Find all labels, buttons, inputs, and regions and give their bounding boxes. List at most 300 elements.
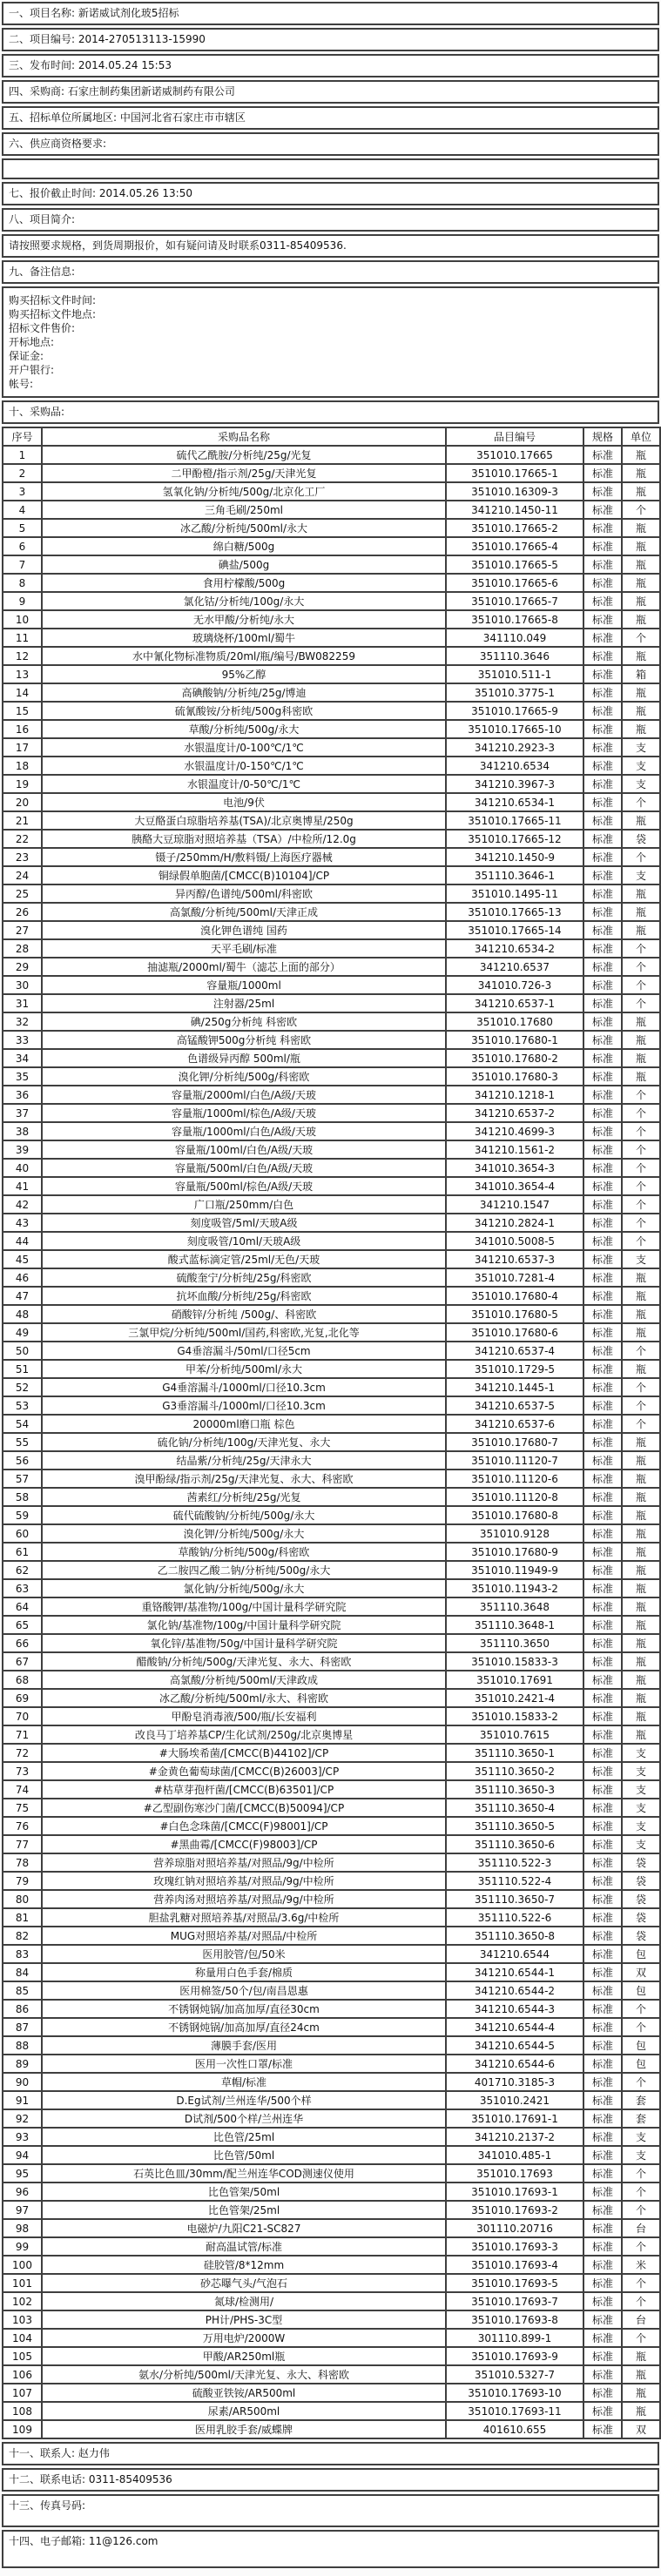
item-unit: 个 (622, 2329, 660, 2347)
item-unit: 个 (622, 2073, 660, 2091)
item-code: 341010.3654-4 (446, 1177, 583, 1195)
table-row (3, 1049, 660, 1067)
item-spec: 标准 (583, 1086, 622, 1104)
table-row (3, 1616, 660, 1634)
item-unit: 支 (622, 1762, 660, 1780)
item-index: 71 (3, 1725, 42, 1744)
item-spec: 标准 (583, 2000, 622, 2018)
item-index: 47 (3, 1287, 42, 1305)
item-code: 351110.3648-1 (446, 1616, 583, 1634)
item-index: 66 (3, 1634, 42, 1652)
table-row (3, 1543, 660, 1561)
item-unit: 个 (622, 2164, 660, 2183)
table-row (3, 1268, 660, 1287)
item-code: 351010.17693 (446, 2164, 583, 2183)
item-name: 硫代乙酰胺/分析纯/25g/光复 (42, 446, 446, 464)
item-code: 351010.17665-13 (446, 903, 583, 921)
item-code: 351110.3648 (446, 1597, 583, 1616)
item-unit: 个 (622, 1195, 660, 1214)
item-spec: 标准 (583, 1908, 622, 1927)
item-unit: 箱 (622, 665, 660, 683)
item-code: 341210.6537-4 (446, 1342, 583, 1360)
table-row (3, 1396, 660, 1415)
table-row (3, 738, 660, 757)
item-name: 高碘酸钠/分析纯/25g/博迪 (42, 683, 446, 702)
item-spec: 标准 (583, 1543, 622, 1561)
column-header: 品目编号 (446, 427, 583, 446)
item-spec: 标准 (583, 1287, 622, 1305)
table-row (3, 1122, 660, 1140)
item-index: 107 (3, 2384, 42, 2402)
item-spec: 标准 (583, 2183, 622, 2201)
item-unit: 个 (622, 2201, 660, 2219)
item-spec: 标准 (583, 2164, 622, 2183)
item-index: 76 (3, 1817, 42, 1835)
item-code: 341210.6534-1 (446, 793, 583, 811)
item-index: 5 (3, 519, 42, 537)
item-unit: 瓶 (622, 1488, 660, 1506)
table-row (3, 2219, 660, 2237)
item-unit: 瓶 (622, 1616, 660, 1634)
table-row (3, 2000, 660, 2018)
item-spec: 标准 (583, 1872, 622, 1890)
table-row (3, 665, 660, 683)
item-index: 99 (3, 2237, 42, 2256)
item-spec: 标准 (583, 1817, 622, 1835)
table-row (3, 848, 660, 866)
item-code: 351110.3646-1 (446, 866, 583, 884)
item-spec: 标准 (583, 1323, 622, 1342)
item-name: 电磁炉/九阳C21-SC827 (42, 2219, 446, 2237)
item-index: 32 (3, 1012, 42, 1031)
item-code: 341210.1445-1 (446, 1378, 583, 1396)
item-name: 大豆酪蛋白琼脂培养基(TSA)/北京奥博星/250g (42, 811, 446, 830)
publish-time-row: 三、发布时间: 2014.05.24 15:53 (2, 54, 659, 77)
item-name: 溴化钾色谱纯 国药 (42, 921, 446, 939)
item-code: 351010.17693-1 (446, 2183, 583, 2201)
item-code: 341210.6544-3 (446, 2000, 583, 2018)
item-unit: 个 (622, 2000, 660, 2018)
item-spec: 标准 (583, 1561, 622, 1579)
item-spec: 标准 (583, 555, 622, 574)
item-name: 甲苯/分析纯/500ml/永大 (42, 1360, 446, 1378)
item-index: 70 (3, 1707, 42, 1725)
item-code: 351010.17680-8 (446, 1506, 583, 1524)
item-unit: 瓶 (622, 1451, 660, 1470)
table-row (3, 1908, 660, 1927)
item-code: 351010.17665-11 (446, 811, 583, 830)
item-spec: 标准 (583, 1707, 622, 1725)
item-unit: 包 (622, 1945, 660, 1963)
item-spec: 标准 (583, 1195, 622, 1214)
item-unit: 支 (622, 866, 660, 884)
item-name: 不锈钢炖锅/加高加厚/直径30cm (42, 2000, 446, 2018)
item-code: 351010.17691 (446, 1671, 583, 1689)
item-code: 351010.11943-2 (446, 1579, 583, 1597)
item-code: 341210.6544-1 (446, 1963, 583, 1981)
item-spec: 标准 (583, 903, 622, 921)
column-header: 单位 (622, 427, 660, 446)
item-code: 351110.3650-6 (446, 1835, 583, 1853)
item-name: 草帽/标准 (42, 2073, 446, 2091)
item-index: 7 (3, 555, 42, 574)
item-unit: 包 (622, 2055, 660, 2073)
item-code: 351010.2421-4 (446, 1689, 583, 1707)
item-index: 43 (3, 1214, 42, 1232)
item-spec: 标准 (583, 1268, 622, 1287)
item-index: 6 (3, 537, 42, 555)
table-row (3, 1652, 660, 1671)
item-spec: 标准 (583, 1963, 622, 1981)
item-unit: 个 (622, 2183, 660, 2201)
item-name: 玻璃烧杯/100ml/蜀牛 (42, 629, 446, 647)
table-row (3, 1689, 660, 1707)
item-code: 351010.17691-1 (446, 2109, 583, 2128)
item-code: 341210.6537-6 (446, 1415, 583, 1433)
item-spec: 标准 (583, 1433, 622, 1451)
item-index: 46 (3, 1268, 42, 1287)
item-index: 15 (3, 702, 42, 720)
item-name: 冰乙酸/分析纯/500ml/永大 (42, 519, 446, 537)
table-row (3, 2055, 660, 2073)
item-code: 351010.17665-1 (446, 464, 583, 482)
item-code: 351010.1495-11 (446, 884, 583, 903)
item-code: 351010.9128 (446, 1524, 583, 1543)
item-index: 28 (3, 939, 42, 958)
item-spec: 标准 (583, 2274, 622, 2292)
item-name: 胰酪大豆琼脂对照培养基（TSA）/中检所/12.0g (42, 830, 446, 848)
table-row (3, 555, 660, 574)
table-row (3, 884, 660, 903)
item-name: 硫酸亚铁铵/AR500ml (42, 2384, 446, 2402)
table-row (3, 1323, 660, 1342)
item-name: 改良马丁培养基CP/生化试剂/250g/北京奥博星 (42, 1725, 446, 1744)
item-code: 351010.3775-1 (446, 683, 583, 702)
item-code: 351110.3650 (446, 1634, 583, 1652)
table-row (3, 2036, 660, 2055)
item-name: 结晶紫/分析纯/25g/天津永大 (42, 1451, 446, 1470)
table-row (3, 2183, 660, 2201)
item-index: 14 (3, 683, 42, 702)
item-unit: 瓶 (622, 683, 660, 702)
item-code: 301110.899-1 (446, 2329, 583, 2347)
item-unit: 瓶 (622, 519, 660, 537)
item-code: 351010.17693-3 (446, 2237, 583, 2256)
item-index: 50 (3, 1342, 42, 1360)
item-name: 色谱级异丙醇 500ml/瓶 (42, 1049, 446, 1067)
item-index: 96 (3, 2183, 42, 2201)
item-index: 67 (3, 1652, 42, 1671)
item-code: 341210.6537-5 (446, 1396, 583, 1415)
item-code: 351110.3650-8 (446, 1927, 583, 1945)
table-row (3, 939, 660, 958)
item-name: 硫化钠/分析纯/100g/天津光复、永大 (42, 1433, 446, 1451)
item-name: 95%乙醇 (42, 665, 446, 683)
item-spec: 标准 (583, 1415, 622, 1433)
item-name: 营养肉汤对照培养基/对照品/9g/中检所 (42, 1890, 446, 1908)
table-row (3, 610, 660, 629)
table-row (3, 2146, 660, 2164)
item-unit: 瓶 (622, 2402, 660, 2420)
item-unit: 瓶 (622, 1433, 660, 1451)
table-row (3, 775, 660, 793)
item-unit: 个 (622, 1140, 660, 1159)
item-name: 溴化钾/分析纯/500g/永大 (42, 1524, 446, 1543)
item-spec: 标准 (583, 830, 622, 848)
table-row (3, 1177, 660, 1195)
item-name: 石英比色皿/30mm/配兰州连华COD测速仪使用 (42, 2164, 446, 2183)
item-unit: 瓶 (622, 446, 660, 464)
item-spec: 标准 (583, 519, 622, 537)
item-spec: 标准 (583, 446, 622, 464)
item-unit: 袋 (622, 1853, 660, 1872)
item-unit: 瓶 (622, 2365, 660, 2384)
item-index: 19 (3, 775, 42, 793)
item-spec: 标准 (583, 994, 622, 1012)
item-code: 351110.3650-7 (446, 1890, 583, 1908)
item-code: 341210.6537-2 (446, 1104, 583, 1122)
item-unit: 袋 (622, 1908, 660, 1927)
item-code: 341210.6544-2 (446, 1981, 583, 2000)
item-spec: 标准 (583, 665, 622, 683)
item-unit: 瓶 (622, 610, 660, 629)
item-code: 351010.15833-3 (446, 1652, 583, 1671)
table-row (3, 1579, 660, 1597)
item-name: #白色念珠菌/[CMCC(F)98001]/CP (42, 1817, 446, 1835)
table-row (3, 1634, 660, 1652)
table-row (3, 2164, 660, 2183)
item-spec: 标准 (583, 1049, 622, 1067)
item-code: 351010.17680-7 (446, 1433, 583, 1451)
table-row (3, 2274, 660, 2292)
item-name: 氧化锌/基准物/50g/中国计量科学研究院 (42, 1634, 446, 1652)
item-spec: 标准 (583, 1305, 622, 1323)
item-index: 4 (3, 501, 42, 519)
item-name: 氯化钠/基准物/100g/中国计量科学研究院 (42, 1616, 446, 1634)
item-spec: 标准 (583, 610, 622, 629)
item-index: 89 (3, 2055, 42, 2073)
item-unit: 瓶 (622, 1067, 660, 1086)
item-index: 57 (3, 1470, 42, 1488)
table-row (3, 958, 660, 976)
table-row (3, 903, 660, 921)
item-spec: 标准 (583, 2201, 622, 2219)
item-unit: 个 (622, 1342, 660, 1360)
table-row (3, 2384, 660, 2402)
purchaser-row: 四、采购商: 石家庄制药集团新诺威制药有限公司 (2, 80, 659, 104)
item-code: 351110.3646 (446, 647, 583, 665)
item-spec: 标准 (583, 976, 622, 994)
item-code: 341210.6544-5 (446, 2036, 583, 2055)
item-spec: 标准 (583, 2036, 622, 2055)
contact-phone-row: 十二、联系电话: 0311-85409536 (2, 2468, 659, 2492)
item-name: 比色管/50ml (42, 2146, 446, 2164)
item-name: 电池/9伏 (42, 793, 446, 811)
item-unit: 包 (622, 1981, 660, 2000)
item-index: 42 (3, 1195, 42, 1214)
table-row (3, 1671, 660, 1689)
column-header: 序号 (3, 427, 42, 446)
item-name: 尿素/AR500ml (42, 2402, 446, 2420)
table-row (3, 830, 660, 848)
item-spec: 标准 (583, 775, 622, 793)
item-code: 351010.17693-2 (446, 2201, 583, 2219)
item-index: 98 (3, 2219, 42, 2237)
item-spec: 标准 (583, 1524, 622, 1543)
item-index: 22 (3, 830, 42, 848)
item-index: 34 (3, 1049, 42, 1067)
item-code: 341210.6544 (446, 1945, 583, 1963)
item-code: 351110.3650-4 (446, 1799, 583, 1817)
item-code: 351010.17693-9 (446, 2347, 583, 2365)
item-spec: 标准 (583, 1378, 622, 1396)
item-name: 草酸/分析纯/500g/永大 (42, 720, 446, 738)
item-spec: 标准 (583, 2347, 622, 2365)
item-index: 84 (3, 1963, 42, 1981)
item-unit: 个 (622, 793, 660, 811)
item-spec: 标准 (583, 884, 622, 903)
item-name: 刻度吸管/5ml/天玻A级 (42, 1214, 446, 1232)
item-index: 94 (3, 2146, 42, 2164)
item-unit: 支 (622, 775, 660, 793)
table-row (3, 1762, 660, 1780)
table-row (3, 501, 660, 519)
item-code: 341210.2137-2 (446, 2128, 583, 2146)
item-spec: 标准 (583, 866, 622, 884)
table-row (3, 1835, 660, 1853)
table-row (3, 1780, 660, 1799)
item-unit: 个 (622, 1159, 660, 1177)
table-row (3, 1890, 660, 1908)
item-unit: 瓶 (622, 1287, 660, 1305)
item-name: 万用电炉/2000W (42, 2329, 446, 2347)
item-unit: 双 (622, 1963, 660, 1981)
item-code: 401710.3185-3 (446, 2073, 583, 2091)
item-code: 351010.7281-4 (446, 1268, 583, 1287)
item-code: 341210.1547 (446, 1195, 583, 1214)
item-name: 无水甲酸/分析纯/永大 (42, 610, 446, 629)
remark-detail-box (2, 286, 659, 398)
item-spec: 标准 (583, 2219, 622, 2237)
item-name: 砂芯曝气头/气泡石 (42, 2274, 446, 2292)
item-spec: 标准 (583, 1031, 622, 1049)
item-index: 49 (3, 1323, 42, 1342)
item-code: 351010.15833-2 (446, 1707, 583, 1725)
item-unit: 袋 (622, 830, 660, 848)
item-name: 比色管架/25ml (42, 2201, 446, 2219)
item-spec: 标准 (583, 482, 622, 501)
table-row (3, 1378, 660, 1396)
item-spec: 标准 (583, 2018, 622, 2036)
item-unit: 瓶 (622, 482, 660, 501)
item-unit: 瓶 (622, 1707, 660, 1725)
item-index: 79 (3, 1872, 42, 1890)
item-code: 351010.17665-14 (446, 921, 583, 939)
item-index: 58 (3, 1488, 42, 1506)
item-name: 容量瓶/1000ml/棕色/A级/天玻 (42, 1104, 446, 1122)
table-row (3, 921, 660, 939)
table-row (3, 629, 660, 647)
item-index: 88 (3, 2036, 42, 2055)
item-name: 碘盐/500g (42, 555, 446, 574)
item-unit: 瓶 (622, 592, 660, 610)
item-name: MUG对照培养基/对照品/中检所 (42, 1927, 446, 1945)
item-index: 11 (3, 629, 42, 647)
item-code: 351010.17665-9 (446, 702, 583, 720)
item-code: 351010.5327-7 (446, 2365, 583, 2384)
item-unit: 支 (622, 1250, 660, 1268)
item-code: 341010.485-1 (446, 2146, 583, 2164)
item-spec: 标准 (583, 1981, 622, 2000)
item-index: 95 (3, 2164, 42, 2183)
item-spec: 标准 (583, 1396, 622, 1415)
item-unit: 瓶 (622, 1652, 660, 1671)
item-name: 茜素红/分析纯/25g/光复 (42, 1488, 446, 1506)
contact-person-row: 十一、联系人: 赵力伟 (2, 2442, 659, 2465)
table-row (3, 1817, 660, 1835)
table-row (3, 647, 660, 665)
item-unit: 瓶 (622, 1470, 660, 1488)
item-unit: 支 (622, 1799, 660, 1817)
item-index: 48 (3, 1305, 42, 1323)
item-name: G4垂溶漏斗/1000ml/口径10.3cm (42, 1378, 446, 1396)
item-unit: 瓶 (622, 1360, 660, 1378)
item-spec: 标准 (583, 1579, 622, 1597)
item-index: 26 (3, 903, 42, 921)
project-brief-text-row: 请按照要求规格，到货周期报价，如有疑问请及时联系0311-85409536. (2, 234, 659, 258)
table-row (3, 1597, 660, 1616)
item-unit: 个 (622, 1177, 660, 1195)
item-unit: 套 (622, 2091, 660, 2109)
item-code: 351010.17665-5 (446, 555, 583, 574)
remark-line: 帐号: (9, 378, 34, 390)
item-spec: 标准 (583, 1652, 622, 1671)
item-unit: 支 (622, 1817, 660, 1835)
table-row (3, 683, 660, 702)
item-name: 20000ml磨口瓶 棕色 (42, 1415, 446, 1433)
item-index: 10 (3, 610, 42, 629)
item-index: 62 (3, 1561, 42, 1579)
item-unit: 个 (622, 1378, 660, 1396)
remark-line: 开户银行: (9, 364, 55, 376)
item-index: 93 (3, 2128, 42, 2146)
item-spec: 标准 (583, 2091, 622, 2109)
item-name: 氢氧化钠/分析纯/500g/北京化工厂 (42, 482, 446, 501)
table-row (3, 1031, 660, 1049)
table-row (3, 1725, 660, 1744)
item-index: 65 (3, 1616, 42, 1634)
table-row (3, 976, 660, 994)
item-code: 341210.4699-3 (446, 1122, 583, 1140)
item-name: 酸式蓝标滴定管/25ml/无色/天玻 (42, 1250, 446, 1268)
item-index: 33 (3, 1031, 42, 1049)
table-row (3, 1524, 660, 1543)
item-spec: 标准 (583, 1689, 622, 1707)
item-spec: 标准 (583, 2329, 622, 2347)
item-code: 351010.511-1 (446, 665, 583, 683)
item-code: 351010.17665-12 (446, 830, 583, 848)
item-spec: 标准 (583, 757, 622, 775)
item-unit: 个 (622, 2274, 660, 2292)
item-name: 薄膜手套/医用 (42, 2036, 446, 2055)
table-row (3, 1744, 660, 1762)
item-index: 54 (3, 1415, 42, 1433)
item-code: 341210.3967-3 (446, 775, 583, 793)
table-row (3, 866, 660, 884)
item-name: 容量瓶/2000ml/白色/A级/天玻 (42, 1086, 446, 1104)
item-name: 三氯甲烷/分析纯/500ml/国药,科密欧,光复,北化等 (42, 1323, 446, 1342)
item-name: 天平毛刷/标准 (42, 939, 446, 958)
